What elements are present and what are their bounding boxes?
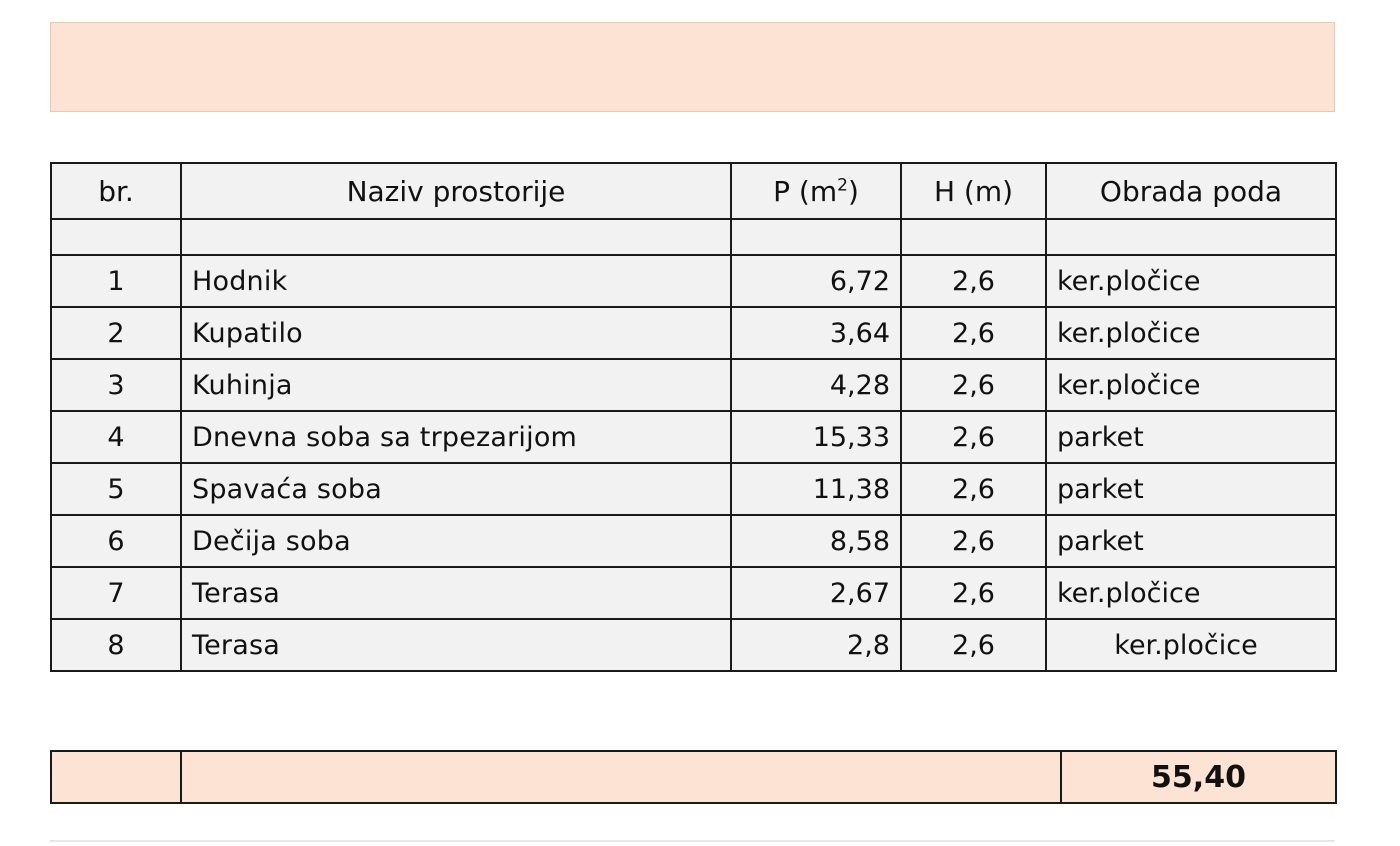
cell-area: 6,72: [731, 255, 901, 307]
column-header-number: br.: [51, 163, 181, 219]
spacer-cell-area: [731, 219, 901, 255]
column-header-floor: Obrada poda: [1046, 163, 1336, 219]
cell-number: 1: [51, 255, 181, 307]
spacer-cell-number: [51, 219, 181, 255]
spacer-cell-floor: [1046, 219, 1336, 255]
cell-name: Dnevna soba sa trpezarijom: [181, 411, 731, 463]
cell-height: 2,6: [901, 463, 1046, 515]
cell-floor: ker.pločice: [1046, 255, 1336, 307]
table-row: [51, 359, 1336, 411]
cell-number: 3: [51, 359, 181, 411]
cell-name: Dečija soba: [181, 515, 731, 567]
cell-name: Terasa: [181, 619, 731, 671]
cell-number: 5: [51, 463, 181, 515]
cell-height: 2,6: [901, 515, 1046, 567]
bottom-divider: [50, 840, 1335, 842]
cell-area: 15,33: [731, 411, 901, 463]
table-header-row: [51, 163, 1336, 219]
cell-name: Terasa: [181, 567, 731, 619]
table-row: [51, 515, 1336, 567]
cell-height: 2,6: [901, 359, 1046, 411]
cell-floor: parket: [1046, 463, 1336, 515]
rooms-table-container: [50, 162, 1335, 672]
cell-height: 2,6: [901, 567, 1046, 619]
cell-number: 4: [51, 411, 181, 463]
column-header-area: P $(m^2)$: [731, 163, 901, 219]
cell-area: 8,58: [731, 515, 901, 567]
rooms-table: [50, 162, 1337, 672]
column-header-height: H (m): [901, 163, 1046, 219]
cell-floor: ker.pločice: [1046, 359, 1336, 411]
cell-floor: parket: [1046, 411, 1336, 463]
table-row: [51, 463, 1336, 515]
cell-area: 2,8: [731, 619, 901, 671]
cell-name: Kupatilo: [181, 307, 731, 359]
total-table: [50, 750, 1337, 804]
column-header-name: Naziv prostorije: [181, 163, 731, 219]
cell-area: 2,67: [731, 567, 901, 619]
cell-number: 7: [51, 567, 181, 619]
top-banner: [50, 22, 1335, 112]
table-row: [51, 411, 1336, 463]
table-row: [51, 255, 1336, 307]
cell-name: Hodnik: [181, 255, 731, 307]
cell-number: 2: [51, 307, 181, 359]
total-value: 55,40: [1061, 751, 1336, 803]
cell-floor: ker.pločice: [1046, 567, 1336, 619]
table-body: [51, 219, 1336, 671]
cell-floor: parket: [1046, 515, 1336, 567]
total-cell-blank: [51, 751, 181, 803]
table-spacer-row: [51, 219, 1336, 255]
total-label: [181, 751, 1061, 803]
cell-height: 2,6: [901, 255, 1046, 307]
spacer-cell-height: [901, 219, 1046, 255]
cell-name: Spavaća soba: [181, 463, 731, 515]
cell-height: 2,6: [901, 307, 1046, 359]
cell-number: 6: [51, 515, 181, 567]
table-row: [51, 619, 1336, 671]
total-row-container: [50, 750, 1335, 804]
cell-floor: ker.pločice: [1046, 307, 1336, 359]
cell-area: 11,38: [731, 463, 901, 515]
cell-height: 2,6: [901, 619, 1046, 671]
cell-name: Kuhinja: [181, 359, 731, 411]
cell-area: 4,28: [731, 359, 901, 411]
cell-height: 2,6: [901, 411, 1046, 463]
total-row: [51, 751, 1336, 803]
table-row: [51, 307, 1336, 359]
table-row: [51, 567, 1336, 619]
cell-area: 3,64: [731, 307, 901, 359]
cell-number: 8: [51, 619, 181, 671]
table-header: [51, 163, 1336, 219]
cell-floor: ker.pločice: [1046, 619, 1336, 671]
spacer-cell-name: [181, 219, 731, 255]
